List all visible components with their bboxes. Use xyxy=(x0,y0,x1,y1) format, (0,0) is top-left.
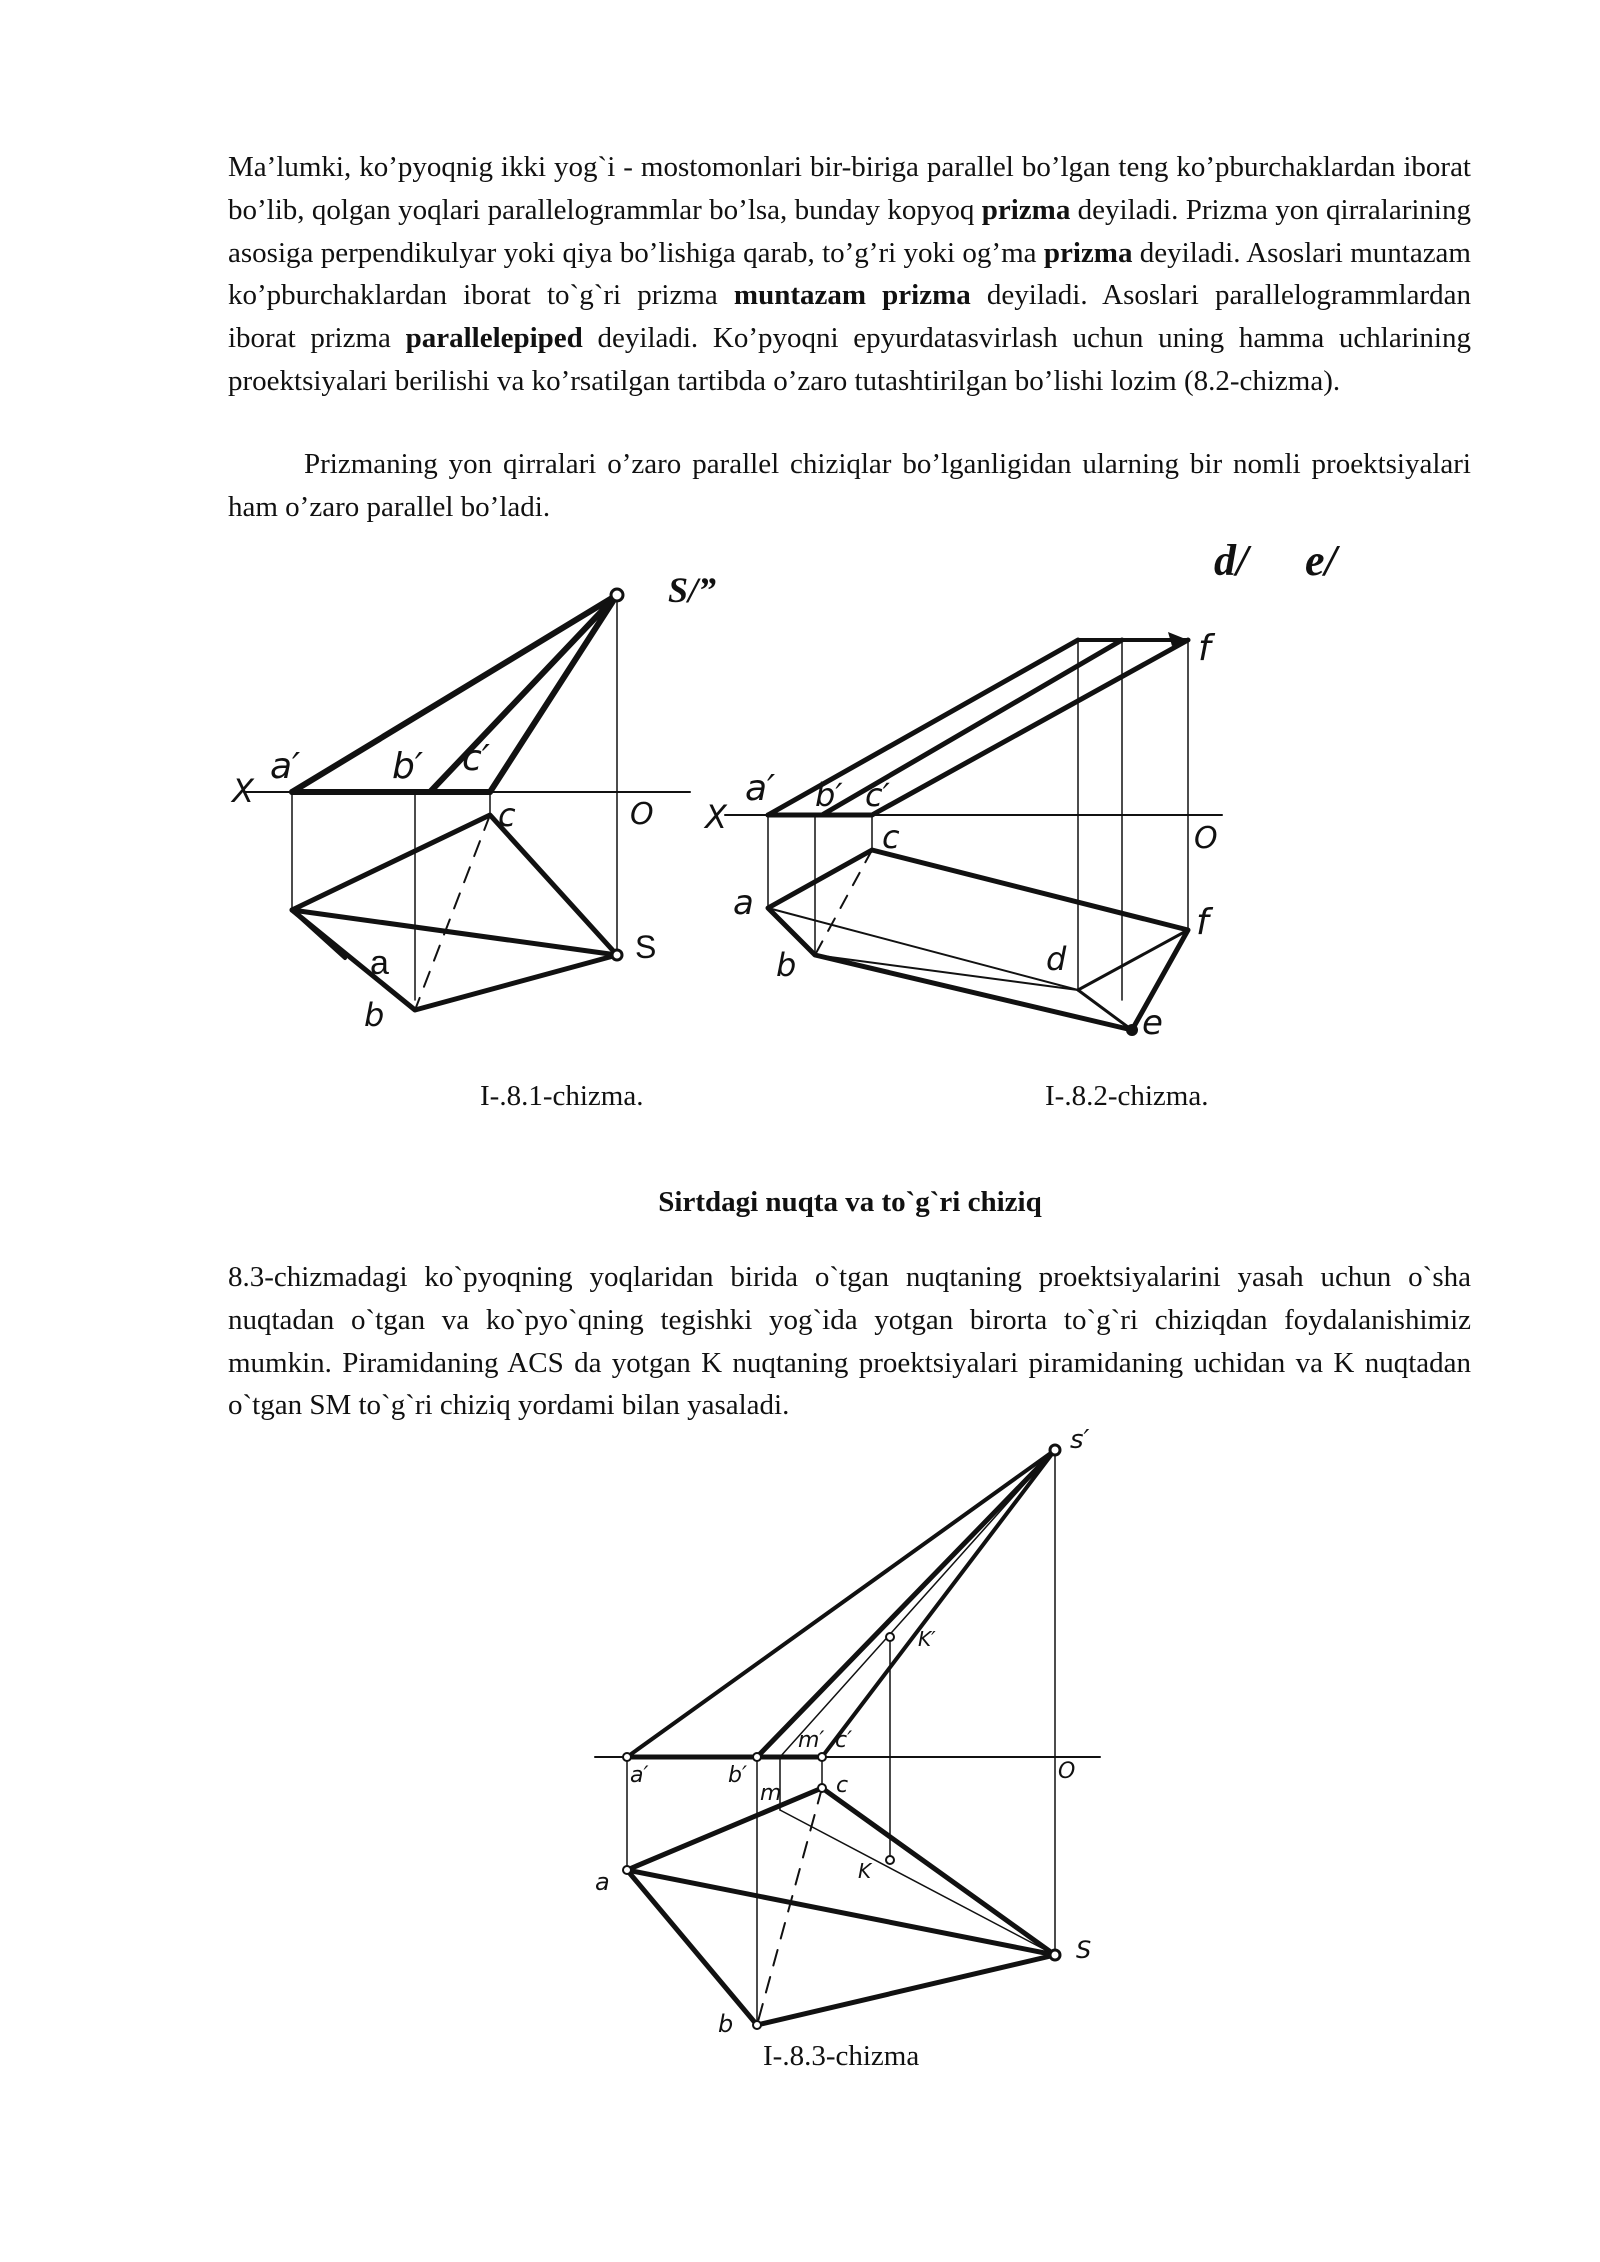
term-prizma-2: prizma xyxy=(1043,236,1133,269)
figure-8-1-caption: I-.8.1-chizma. xyxy=(480,1080,644,1112)
figure-8-2 xyxy=(700,535,1337,1050)
fig3-label-k: K xyxy=(858,1859,872,1883)
term-prizma-1: prizma xyxy=(981,193,1071,226)
fig1-label-o: O xyxy=(630,797,654,832)
intro-text-1: Ma’lumki, ko’pyoqnig ikki yog`i - mostomonlari bir-biriga parallel bo’lgan teng ko’pburchaklardan iborat bo’lib, qolgan yoqlari parallelogrammlar bo’lsa, bunday kopyoq xyxy=(228,151,1471,226)
term-muntazam-prizma: muntazam prizma xyxy=(733,279,971,312)
fig2-label-d: d xyxy=(1046,940,1067,978)
fig3-label-m: m xyxy=(760,1781,782,1806)
fig3-label-m-prime: m′ xyxy=(798,1728,825,1753)
intro-text-4: deyiladi. Asoslari parallelogrammlardan iborat prizma xyxy=(228,279,1472,355)
fig2-label-d-prime: d/ xyxy=(1214,536,1249,585)
figure-8-3 xyxy=(580,1425,1120,2050)
figure-8-2-caption: I-.8.2-chizma. xyxy=(1045,1080,1209,1112)
prism-edges-paragraph: Prizmaning yon qirralari o’zaro parallel chiziqlar bo’lganligidan ularning bir nomli proektsiyalari ham o’zaro parallel bo’ladi. xyxy=(228,448,1471,523)
term-parallelepiped: parallelepiped xyxy=(405,322,583,355)
fig1-label-c: c xyxy=(498,796,516,834)
fig2-label-a-prime: a′ xyxy=(745,768,776,809)
fig3-label-c-prime: c′ xyxy=(835,1728,853,1753)
fig3-label-s-prime: s′ xyxy=(1070,1425,1090,1455)
fig3-label-o: O xyxy=(1058,1759,1076,1784)
fig2-label-c: c xyxy=(882,818,900,856)
fig1-label-s: S xyxy=(635,929,657,965)
fig2-label-c-prime: c′ xyxy=(865,776,890,814)
intro-text-2: deyiladi. Prizma yon qirralarining asosiga perpendikulyar yoki qiya bo’lishiga qarab, to’g’ri yoki og’ma xyxy=(228,193,1471,269)
fig2-label-b-prime: b′ xyxy=(815,776,843,814)
fig1-label-x: X xyxy=(232,772,254,810)
fig2-label-f-top: f xyxy=(1198,628,1211,669)
fig1-label-b: b xyxy=(364,996,385,1034)
fig3-label-b: b xyxy=(718,2010,734,2038)
fig1-label-a: a xyxy=(370,944,389,982)
fig2-label-o: O xyxy=(1194,821,1218,856)
intro-text-3: deyiladi. Asoslari muntazam ko’pburchaklardan iborat to`g`ri prizma xyxy=(228,236,1471,312)
figure-8-1 xyxy=(228,560,748,1040)
fig2-label-a: a xyxy=(733,883,754,923)
point-on-surface-paragraph: 8.3-chizmadagi ko`pyoqning yoqlaridan birida o`tgan nuqtaning proektsiyalarini yasah uchun o`sha nuqtadan o`tgan va ko`pyo`qning tegishki yog`ida yotgan birorta to`g`ri chiziqdan foydalanishimiz mumkin. Piramidaning ACS da yotgan K nuqtaning proektsiyalari piramidaning uchidan va K nuqtadan o`tgan SM to`g`ri chiziq yordami bilan yasaladi. xyxy=(228,1261,1471,1422)
fig2-label-b: b xyxy=(776,946,797,984)
figure-8-3-caption: I-.8.3-chizma xyxy=(763,2040,920,2072)
intro-paragraph xyxy=(228,146,1471,403)
fig2-label-f: f xyxy=(1196,902,1209,943)
section-heading: Sirtdagi nuqta va to`g`ri chiziq xyxy=(658,1186,1042,1218)
fig3-label-a: a xyxy=(595,1868,610,1896)
fig3-label-b-prime: b′ xyxy=(728,1763,747,1788)
fig1-label-a-prime: a′ xyxy=(270,746,301,787)
fig3-label-s: S xyxy=(1076,1936,1092,1964)
fig2-label-x: X xyxy=(705,798,727,836)
fig1-label-c-prime: c′ xyxy=(462,738,490,779)
fig3-label-k-prime: K′ xyxy=(918,1627,936,1651)
fig3-label-a-prime: a′ xyxy=(630,1763,649,1788)
fig1-label-b-prime: b′ xyxy=(392,746,424,787)
fig1-label-s-prime: S/” xyxy=(668,570,717,610)
fig2-label-e-prime: e/ xyxy=(1305,536,1337,585)
fig3-label-c: c xyxy=(836,1773,849,1798)
fig2-label-e: e xyxy=(1142,1003,1163,1043)
intro-text-5: deyiladi. Ko’pyoqni epyurdatasvirlash uchun uning hamma uchlarining proektsiyalari berilishi va ko’rsatilgan tartibda o’zaro tutashtirilgan bo’lishi lozim (8.2-chizma). xyxy=(228,322,1471,397)
